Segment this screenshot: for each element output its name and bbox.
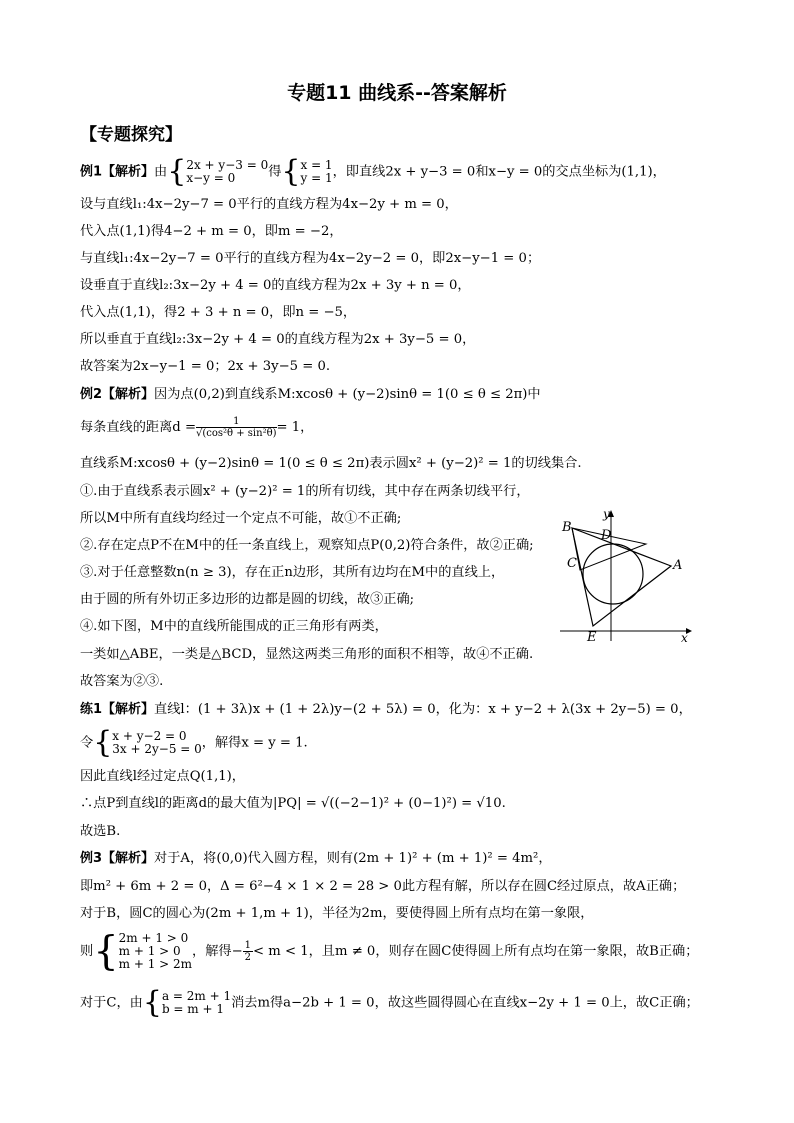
eq: x−y = 0 (186, 171, 236, 185)
example3-line1 (80, 850, 552, 868)
text-line: ②.存在定点P不在M中的任一条直线上，观察知点P(0,2)符合条件，故②正确; (80, 538, 534, 553)
text-line: 即m² + 6m + 2 = 0，Δ = 6²−4 × 1 × 2 = 28 > 0此方程有解，所以存在圆C经过原点，故A正确； (80, 879, 686, 894)
text-line: 代入点(1,1)得4−2 + m = 0，即m = −2， (80, 224, 343, 239)
eq: 2m + 1 > 0 (118, 931, 189, 945)
label-e: E (587, 630, 597, 643)
numerator: 1 (196, 416, 277, 428)
label-c: C (567, 556, 577, 571)
equation-system (300, 159, 332, 185)
text-line: 设垂直于直线l₂:3x−2y + 4 = 0的直线方程为2x + 3y + n = 0， (80, 278, 471, 293)
inequality-system (119, 932, 192, 971)
text-line: 直线系M:xcosθ + (y−2)sinθ = 1(0 ≤ θ ≤ 2π)表示圆x² + (y−2)² = 1的切线集合. (80, 456, 582, 471)
text: = 1， (276, 420, 314, 435)
eq: 3x + 2y−5 = 0 (112, 742, 202, 756)
text: 对于A，将(0,0)代入圆方程，则有(2m + 1)² + (m + 1)² = 4m²， (154, 851, 552, 866)
distance-line (80, 416, 313, 439)
tangent-triangles-figure (558, 508, 703, 643)
text: 对于C，由 (80, 995, 143, 1011)
brace-icon: { (281, 154, 301, 189)
denominator: √(cos²θ + sin²θ) (196, 428, 277, 439)
example3-tag: 例3【解析】 (80, 851, 155, 866)
text-line: 对于B，圆C的圆心为(2m + 1,m + 1)，半径为2m，要使得圆上所有点均在第一象限， (80, 906, 594, 921)
text-line: 故答案为2x−y−1 = 0；2x + 3y−5 = 0. (80, 359, 331, 374)
text-line: ①.由于直线系表示圆x² + (y−2)² = 1的所有切线，其中存在两条切线平行， (80, 484, 530, 499)
practice1-line1 (80, 701, 692, 719)
text-line: ∴点P到直线l的距离d的最大值为|PQ| = √((−2−1)² + (0−1)²) = √10. (80, 796, 506, 811)
brace-icon: { (93, 725, 113, 760)
label-y: y (603, 508, 610, 521)
denominator: 2 (244, 952, 252, 963)
equation-system (112, 730, 202, 756)
text: < m < 1，且m ≠ 0，则存在圆C使得圆上所有点均在第一象限，故B正确； (253, 944, 699, 959)
text-line: 因此直线l经过定点Q(1,1)， (80, 769, 245, 784)
text-line: 所以垂直于直线l₂:3x−2y + 4 = 0的直线方程为2x + 3y−5 = 0， (80, 332, 476, 347)
numerator: 1 (244, 940, 252, 951)
section-heading: 【专题探究】 (80, 125, 182, 145)
text: 得 (268, 164, 282, 180)
text-line: 设与直线l₁:4x−2y−7 = 0平行的直线方程为4x−2y + m = 0， (80, 197, 458, 212)
text: ，解得− (192, 944, 243, 959)
text: ，解得x = y = 1. (201, 735, 308, 751)
text-line: 故选B. (80, 824, 121, 839)
text: 由 (154, 164, 168, 180)
text-line: ④.如下图，M中的直线所能围成的正三角形有两类， (80, 619, 388, 634)
text: 令 (80, 735, 94, 751)
text-line: 所以M中所有直线均经过一个定点不可能，故①不正确; (80, 511, 402, 526)
example1-tag: 例1【解析】 (80, 164, 155, 180)
brace-icon: { (93, 928, 119, 975)
triangle-abe (572, 528, 671, 626)
solve-line (80, 725, 308, 760)
text-line: 一类如△ABE，一类是△BCD，显然这两类三角形的面积不相等，故④不正确. (80, 647, 534, 662)
fraction (196, 416, 277, 439)
example2-line1 (80, 386, 541, 404)
text-line: 故答案为②③. (80, 674, 164, 689)
text-line: 与直线l₁:4x−2y−7 = 0平行的直线方程为4x−2y−2 = 0，即2x−y−1 = 0； (80, 251, 541, 266)
eq: 2x + y−3 = 0 (186, 158, 269, 172)
fraction (243, 940, 253, 963)
text: 消去m得a−2b + 1 = 0，故这些圆得圆心在直线x−2y + 1 = 0上，故C正确； (231, 995, 699, 1011)
text: 因为点(0,2)到直线系M:xcosθ + (y−2)sinθ = 1(0 ≤ θ ≤ 2π)中 (154, 387, 541, 402)
eq: x = 1 (300, 158, 333, 172)
brace-icon: { (142, 985, 162, 1020)
eq: x + y−2 = 0 (112, 729, 187, 743)
text-line: 代入点(1,1)，得2 + 3 + n = 0，即n = −5， (80, 305, 357, 320)
label-x: x (681, 631, 688, 643)
label-b: B (562, 520, 572, 535)
text: ，即直线2x + y−3 = 0和x−y = 0的交点坐标为(1,1)， (332, 164, 666, 180)
example2-tag: 例2【解析】 (80, 387, 155, 402)
eq: a = 2m + 1 (161, 989, 232, 1003)
eq: m + 1 > 0 (118, 944, 181, 958)
equation-system (186, 159, 268, 185)
label-d: D (601, 528, 612, 543)
equation-system (162, 990, 231, 1016)
eq: m + 1 > 2m (118, 957, 193, 971)
label-a: A (673, 558, 683, 573)
page-title: 专题11 曲线系--答案解析 (287, 82, 507, 104)
eq: b = m + 1 (161, 1002, 224, 1016)
text: 直线l：(1 + 3λ)x + (1 + 2λ)y−(2 + 5λ) = 0，化为：x + y−2 + λ(3x + 2y−5) = 0， (154, 702, 692, 717)
brace-icon: { (167, 154, 187, 189)
practice1-tag: 练1【解析】 (80, 702, 155, 717)
inequality-line (80, 928, 699, 975)
eq: y = 1 (300, 171, 333, 185)
text-line: ③.对于任意整数n(n ≥ 3)，存在正n边形，其所有边均在M中的直线上， (80, 565, 505, 580)
text: 则 (80, 944, 94, 959)
text: 每条直线的距离d = (80, 420, 196, 435)
example1-line1 (80, 154, 666, 189)
centers-line (80, 985, 699, 1020)
text-line: 由于圆的所有外切正多边形的边都是圆的切线，故③正确; (80, 592, 415, 607)
